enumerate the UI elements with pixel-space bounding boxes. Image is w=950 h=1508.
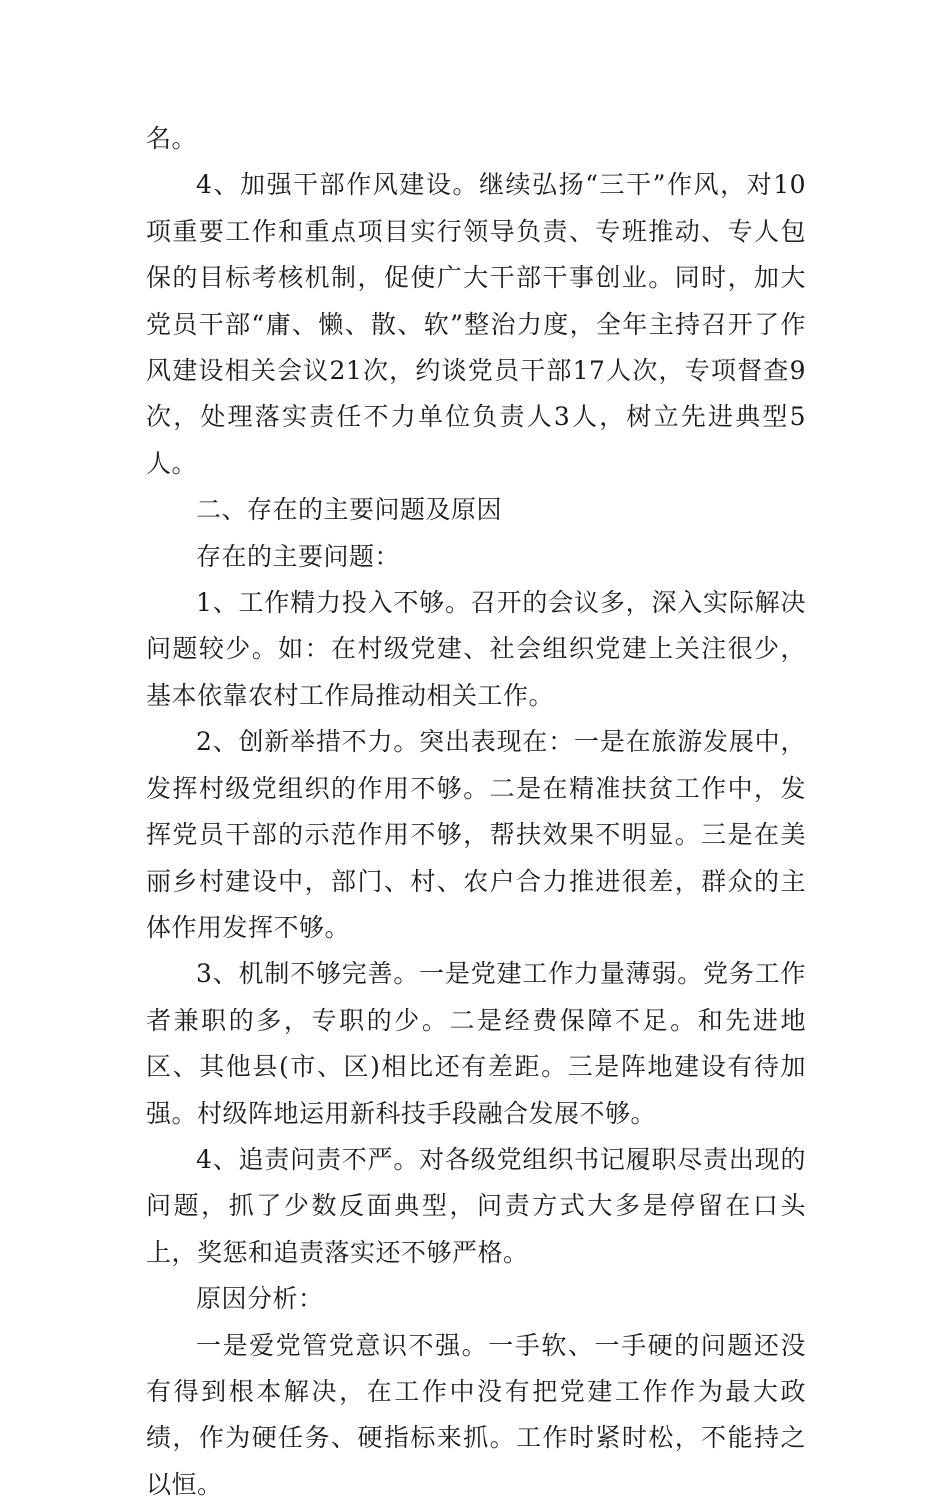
paragraph-problem-4: 4、追责问责不严。对各级党组织书记履职尽责出现的问题，抓了少数反面典型，问责方式大多是停留在口头上，奖惩和追责落实还不够严格。 xyxy=(146,1144,806,1267)
paragraph-cause-1: 一是爱党管党意识不强。一手软、一手硬的问题还没有得到根本解决，在工作中没有把党建工作作为最大政绩，作为硬任务、硬指标来抓。工作时紧时松，不能持之以恒。 xyxy=(146,1330,806,1499)
document-body xyxy=(146,116,806,1508)
subheading-main-problems: 存在的主要问题： xyxy=(196,541,401,571)
paragraph-continuation: 名。 xyxy=(146,124,198,153)
section-heading-problems: 二、存在的主要问题及原因 xyxy=(196,495,503,525)
paragraph-problem-2: 2、创新举措不力。突出表现在：一是在旅游发展中，发挥村级党组织的作用不够。二是在精准扶贫工作中，发挥党员干部的示范作用不够，帮扶效果不明显。三是在美丽乡村建设中，部门、村、农户合力推进很差，群众的主体作用发挥不够。 xyxy=(146,727,806,942)
paragraph-problem-1: 1、工作精力投入不够。召开的会议多，深入实际解决问题较少。如：在村级党建、社会组织党建上关注很少，基本依靠农村工作局推动相关工作。 xyxy=(146,588,806,710)
paragraph-problem-3: 3、机制不够完善。一是党建工作力量薄弱。党务工作者兼职的多，专职的少。二是经费保障不足。和先进地区、其他县(市、区)相比还有差距。三是阵地建设有待加强。村级阵地运用新科技手段融合发展不够。 xyxy=(146,959,806,1128)
subheading-cause-analysis: 原因分析： xyxy=(196,1284,324,1314)
paragraph-item-4-cadre-style: 4、加强干部作风建设。继续弘扬“三干”作风，对10项重要工作和重点项目实行领导负责、专班推动、专人包保的目标考核机制，促使广大干部干事创业。同时，加大党员干部“庸、懒、散、软”整治力度，全年主持召开了作风建设相关会议21次，约谈党员干部17人次，专项督查9次，处理落实责任不力单位负责人3人，树立先进典型5人。 xyxy=(146,170,806,478)
